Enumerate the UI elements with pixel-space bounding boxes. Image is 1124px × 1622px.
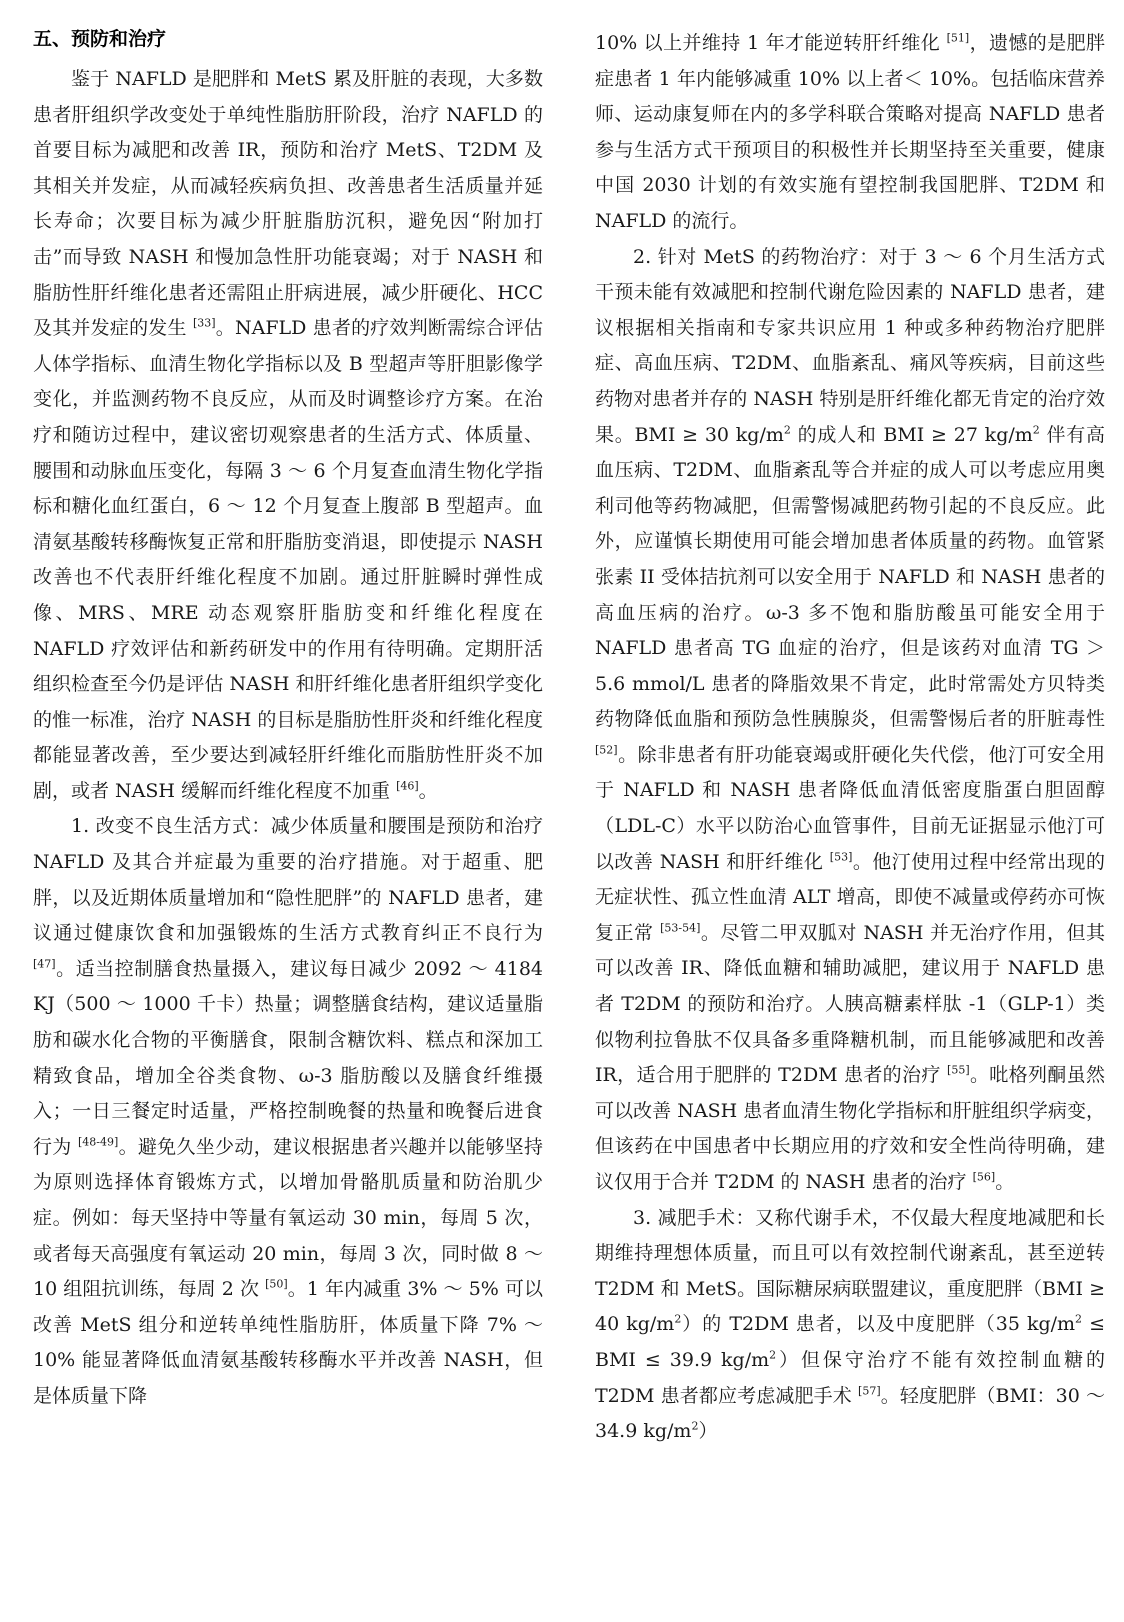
citation-superscript: 2 — [674, 1313, 682, 1327]
text-run: 。除非患者有肝功能衰竭或肝硬化失代偿，他汀可安全用于 NAFLD 和 NASH 患者降低血清低密度脂蛋白胆固醇（LDL-C）水平以防治心血管事件，目前无证据显示他汀可以改善 NASH 和肝纤维化 — [595, 743, 1105, 873]
citation-superscript: [46] — [396, 779, 419, 793]
text-run: 。轻度肥胖（BMI：30 ～ 34.9 kg/m — [595, 1384, 1106, 1443]
text-run: ）的 T2DM 患者，以及中度肥胖（35 kg/m — [681, 1313, 1076, 1336]
text-run: ） — [698, 1420, 718, 1443]
paragraph — [33, 809, 543, 1414]
text-run: ，遗憾的是肥胖症患者 1 年内能够减重 10% 以上者＜ 10%。包括临床营养师、运动康复师在内的多学科联合策略对提高 NAFLD 患者参与生活方式干预项目的积极性并长期坚持至关重要，健康中国 2030 计划的有效实施有望控制我国肥胖、T2DM 和 NAFLD 的流行。 — [595, 32, 1105, 232]
left-column — [33, 26, 543, 1415]
text-run: 3. 减肥手术：又称代谢手术，不仅最大程度地减肥和长期维持理想体质量，而且可以有效控制代谢紊乱，甚至逆转 T2DM 和 MetS。国际糖尿病联盟建议，重度肥胖（BMI ≥ 40 kg/m — [595, 1206, 1105, 1336]
right-paragraphs — [595, 26, 1105, 1450]
citation-superscript: [57] — [858, 1384, 881, 1398]
text-run: 。NAFLD 患者的疗效判断需综合评估人体学指标、血清生物化学指标以及 B 型超声等肝胆影像学变化，并监测药物不良反应，从而及时调整诊疗方案。在治疗和随访过程中，建议密切观察患者的生活方式、体质量、腰围和动脉血压变化，每隔 3 ～ 6 个月复查血清生物化学指标和糖化血红蛋白，6 ～ 12 个月复查上腹部 B 型超声。血清氨基酸转移酶恢复正常和肝脂肪变消退，即使提示 NASH 改善也不代表肝纤维化程度不加剧。通过肝脏瞬时弹性成像、MRS、MRE 动态观察肝脂肪变和纤维化程度在 NAFLD 疗效评估和新药研发中的作用有待明确。定期肝活组织检查至今仍是评估 NASH 和肝纤维化患者肝组织学变化的惟一标准，治疗 NASH 的目标是脂肪性肝炎和纤维化程度都能显著改善，至少要达到减轻肝纤维化而脂肪性肝炎不加剧，或者 NASH 缓解而纤维化程度不加重 — [33, 317, 544, 802]
citation-superscript: [56] — [972, 1170, 996, 1184]
paragraph — [595, 1201, 1105, 1450]
right-column — [595, 26, 1105, 1450]
citation-superscript: [47] — [33, 957, 56, 971]
citation-superscript: [53] — [829, 850, 853, 864]
text-run: ）但保守治疗不能有效控制血糖的 T2DM 患者都应考虑减肥手术 — [595, 1348, 1105, 1407]
citation-superscript: [53-54] — [660, 921, 701, 935]
paragraph — [595, 26, 1105, 240]
section-title: 五、预防和治疗 — [33, 28, 167, 50]
text-run: 伴有高血压病、T2DM、血脂紊乱等合并症的成人可以考虑应用奥利司他等药物减肥，但需警惕减肥药物引起的不良反应。此外，应谨慎长期使用可能会增加患者体质量的药物。血管紧张素 II 受体拮抗剂可以安全用于 NAFLD 和 NASH 患者的高血压病的治疗。ω-3 多不饱和脂肪酸虽可能安全用于 NAFLD 患者高 TG 血症的治疗，但是该药对血清 TG ＞ 5.6 mmol/L 患者的降脂效果不肯定，此时常需处方贝特类药物降低血脂和预防急性胰腺炎，但需警惕后者的肝脏毒性 — [595, 423, 1106, 731]
text-run: 。 — [995, 1171, 1015, 1193]
text-run: 。吡格列酮虽然可以改善 NASH 患者血清生物化学指标和肝脏组织学病变，但该药在中国患者中长期应用的疗效和安全性尚待明确，建议仅用于合并 T2DM 的 NASH 患者的治疗 — [595, 1064, 1105, 1193]
text-run: ≤ BMI ≤ 39.9 kg/m — [595, 1313, 1105, 1371]
text-run: 1. 改变不良生活方式：减少体质量和腰围是预防和治疗 NAFLD 及其合并症最为重要的治疗措施。对于超重、肥胖，以及近期体质量增加和“隐性肥胖”的 NAFLD 患者，建议通过健康饮食和加强锻炼的生活方式教育纠正不良行为 — [33, 815, 543, 945]
left-paragraphs — [33, 62, 543, 1415]
citation-superscript: [52] — [595, 743, 618, 757]
citation-superscript: [33] — [192, 316, 216, 330]
citation-superscript: [51] — [946, 31, 970, 45]
citation-superscript: 2 — [783, 423, 791, 437]
citation-superscript: [55] — [947, 1063, 970, 1077]
citation-superscript: [50] — [265, 1277, 288, 1291]
citation-superscript: 2 — [1075, 1313, 1083, 1327]
paragraph — [33, 62, 543, 809]
text-run: 。适当控制膳食热量摄入，建议每日减少 2092 ～ 4184 KJ（500 ～ 1000 千卡）热量；调整膳食结构，建议适量脂肪和碳水化合物的平衡膳食，限制含糖饮料、糕点和深加工精致食品，增加全谷类食物、ω-3 脂肪酸以及膳食纤维摄入；一日三餐定时适量，严格控制晚餐的热量和晚餐后进食行为 — [33, 957, 543, 1158]
citation-superscript: 2 — [769, 1348, 777, 1362]
text-run: 鉴于 NAFLD 是肥胖和 MetS 累及肝脏的表现，大多数患者肝组织学改变处于单纯性脂肪肝阶段，治疗 NAFLD 的首要目标为减肥和改善 IR，预防和治疗 MetS、T2DM 及其相关并发症，从而减轻疾病负担、改善患者生活质量并延长寿命；次要目标为减少肝脏脂肪沉积，避免因“附加打击”而导致 NASH 和慢加急性肝功能衰竭；对于 NASH 和脂肪性肝纤维化患者还需阻止肝病进展，减少肝硬化、HCC 及其并发症的发生 — [33, 68, 543, 340]
citation-superscript: 2 — [691, 1419, 699, 1433]
paragraph — [595, 240, 1105, 1201]
text-run: 2. 针对 MetS 的药物治疗：对于 3 ～ 6 个月生活方式干预未能有效减肥和控制代谢危险因素的 NAFLD 患者，建议根据相关指南和专家共识应用 1 种或多种药物治疗肥胖症、高血压病、T2DM、血脂紊乱、痛风等疾病，目前这些药物对患者并存的 NASH 特别是肝纤维化都无肯定的治疗效果。BMI ≥ 30 kg/m — [595, 245, 1105, 446]
text-run: 。1 年内减重 3% ～ 5% 可以改善 MetS 组分和逆转单纯性脂肪肝，体质量下降 7% ～ 10% 能显著降低血清氨基酸转移酶水平并改善 NASH，但是体质量下降 — [33, 1278, 543, 1407]
citation-superscript: [48-49] — [77, 1135, 119, 1149]
text-run: 。避免久坐少动，建议根据患者兴趣并以能够坚持为原则选择体育锻炼方式，以增加骨骼肌质量和防治肌少症。例如：每天坚持中等量有氧运动 30 min，每周 5 次，或者每天高强度有氧运动 20 min，每周 3 次，同时做 8 ～ 10 组阻抗训练，每周 2 次 — [33, 1135, 543, 1301]
text-run: 。他汀使用过程中经常出现的无症状性、孤立性血清 ALT 增高，即使不减量或停药亦可恢复正常 — [595, 850, 1105, 944]
text-run: 。尽管二甲双胍对 NASH 并无治疗作用，但其可以改善 IR、降低血糖和辅助减肥，建议用于 NAFLD 患者 T2DM 的预防和治疗。人胰高糖素样肽 -1（GLP-1）类似物利拉鲁肽不仅具备多重降糖机制，而且能够减肥和改善 IR，适合用于肥胖的 T2DM 患者的治疗 — [595, 921, 1106, 1087]
text-run: 10% 以上并维持 1 年才能逆转肝纤维化 — [595, 32, 947, 54]
text-run: 。 — [418, 779, 438, 802]
citation-superscript: 2 — [1032, 423, 1040, 437]
text-run: 的成人和 BMI ≥ 27 kg/m — [790, 423, 1033, 446]
